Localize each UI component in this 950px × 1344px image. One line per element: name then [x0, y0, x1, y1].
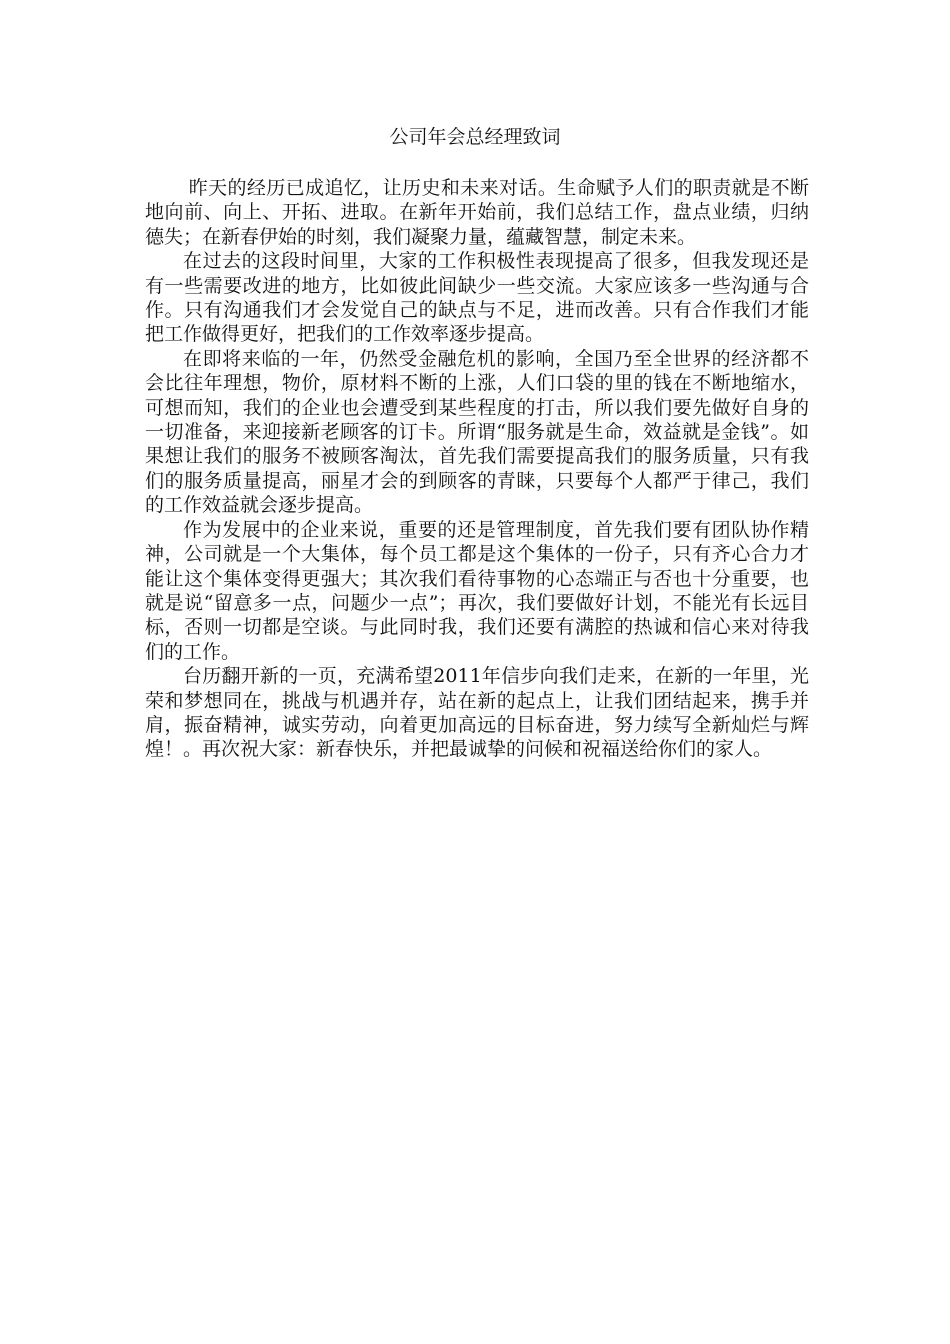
paragraph-2: 在过去的这段时间里，大家的工作积极性表现提高了很多，但我发现还是有一些需要改进的地方，比如彼此间缺少一些交流。大家应该多一些沟通与合作。只有沟通我们才会发觉自己的缺点与不足，进而改善。只有合作我们才能把工作做得更好，把我们的工作效率逐步提高。 — [145, 250, 809, 346]
paragraph-1: 昨天的经历已成追忆，让历史和未来对话。生命赋予人们的职责就是不断地向前、向上、开拓、进取。在新年开始前，我们总结工作，盘点业绩，归纳德失；在新春伊始的时刻，我们凝聚力量，蕴藏智慧，制定未来。 — [145, 177, 809, 248]
paragraph-5: 台历翻开新的一页，充满希望2011年信步向我们走来，在新的一年里，光荣和梦想同在，挑战与机遇并存，站在新的起点上，让我们团结起来，携手并肩，振奋精神，诚实劳动，向着更加高远的目标奋进，努力续写全新灿烂与辉煌！。再次祝大家：新春快乐，并把最诚挚的问候和祝福送给你们的家人。 — [145, 665, 809, 761]
document-body — [145, 176, 809, 762]
paragraph-4: 作为发展中的企业来说，重要的还是管理制度，首先我们要有团队协作精神，公司就是一个大集体，每个员工都是这个集体的一份子，只有齐心合力才能让这个集体变得更强大；其次我们看待事物的心态端正与否也十分重要，也就是说“留意多一点，问题少一点”；再次，我们要做好计划，不能光有长远目标，否则一切都是空谈。与此同时我，我们还要有满腔的热诚和信心来对待我们的工作。 — [145, 518, 809, 663]
paragraph-3: 在即将来临的一年，仍然受金融危机的影响，全国乃至全世界的经济都不会比往年理想，物价，原材料不断的上涨，人们口袋的里的钱在不断地缩水，可想而知，我们的企业也会遭受到某些程度的打击，所以我们要先做好自身的一切准备，来迎接新老顾客的订卡。所谓“服务就是生命，效益就是金钱”。如果想让我们的服务不被顾客淘汰，首先我们需要提高我们的服务质量，只有我们的服务质量提高，丽星才会的到顾客的青睐，只要每个人都严于律己，我们的工作效益就会逐步提高。 — [145, 347, 809, 517]
document-title: 公司年会总经理致词 — [389, 126, 561, 148]
